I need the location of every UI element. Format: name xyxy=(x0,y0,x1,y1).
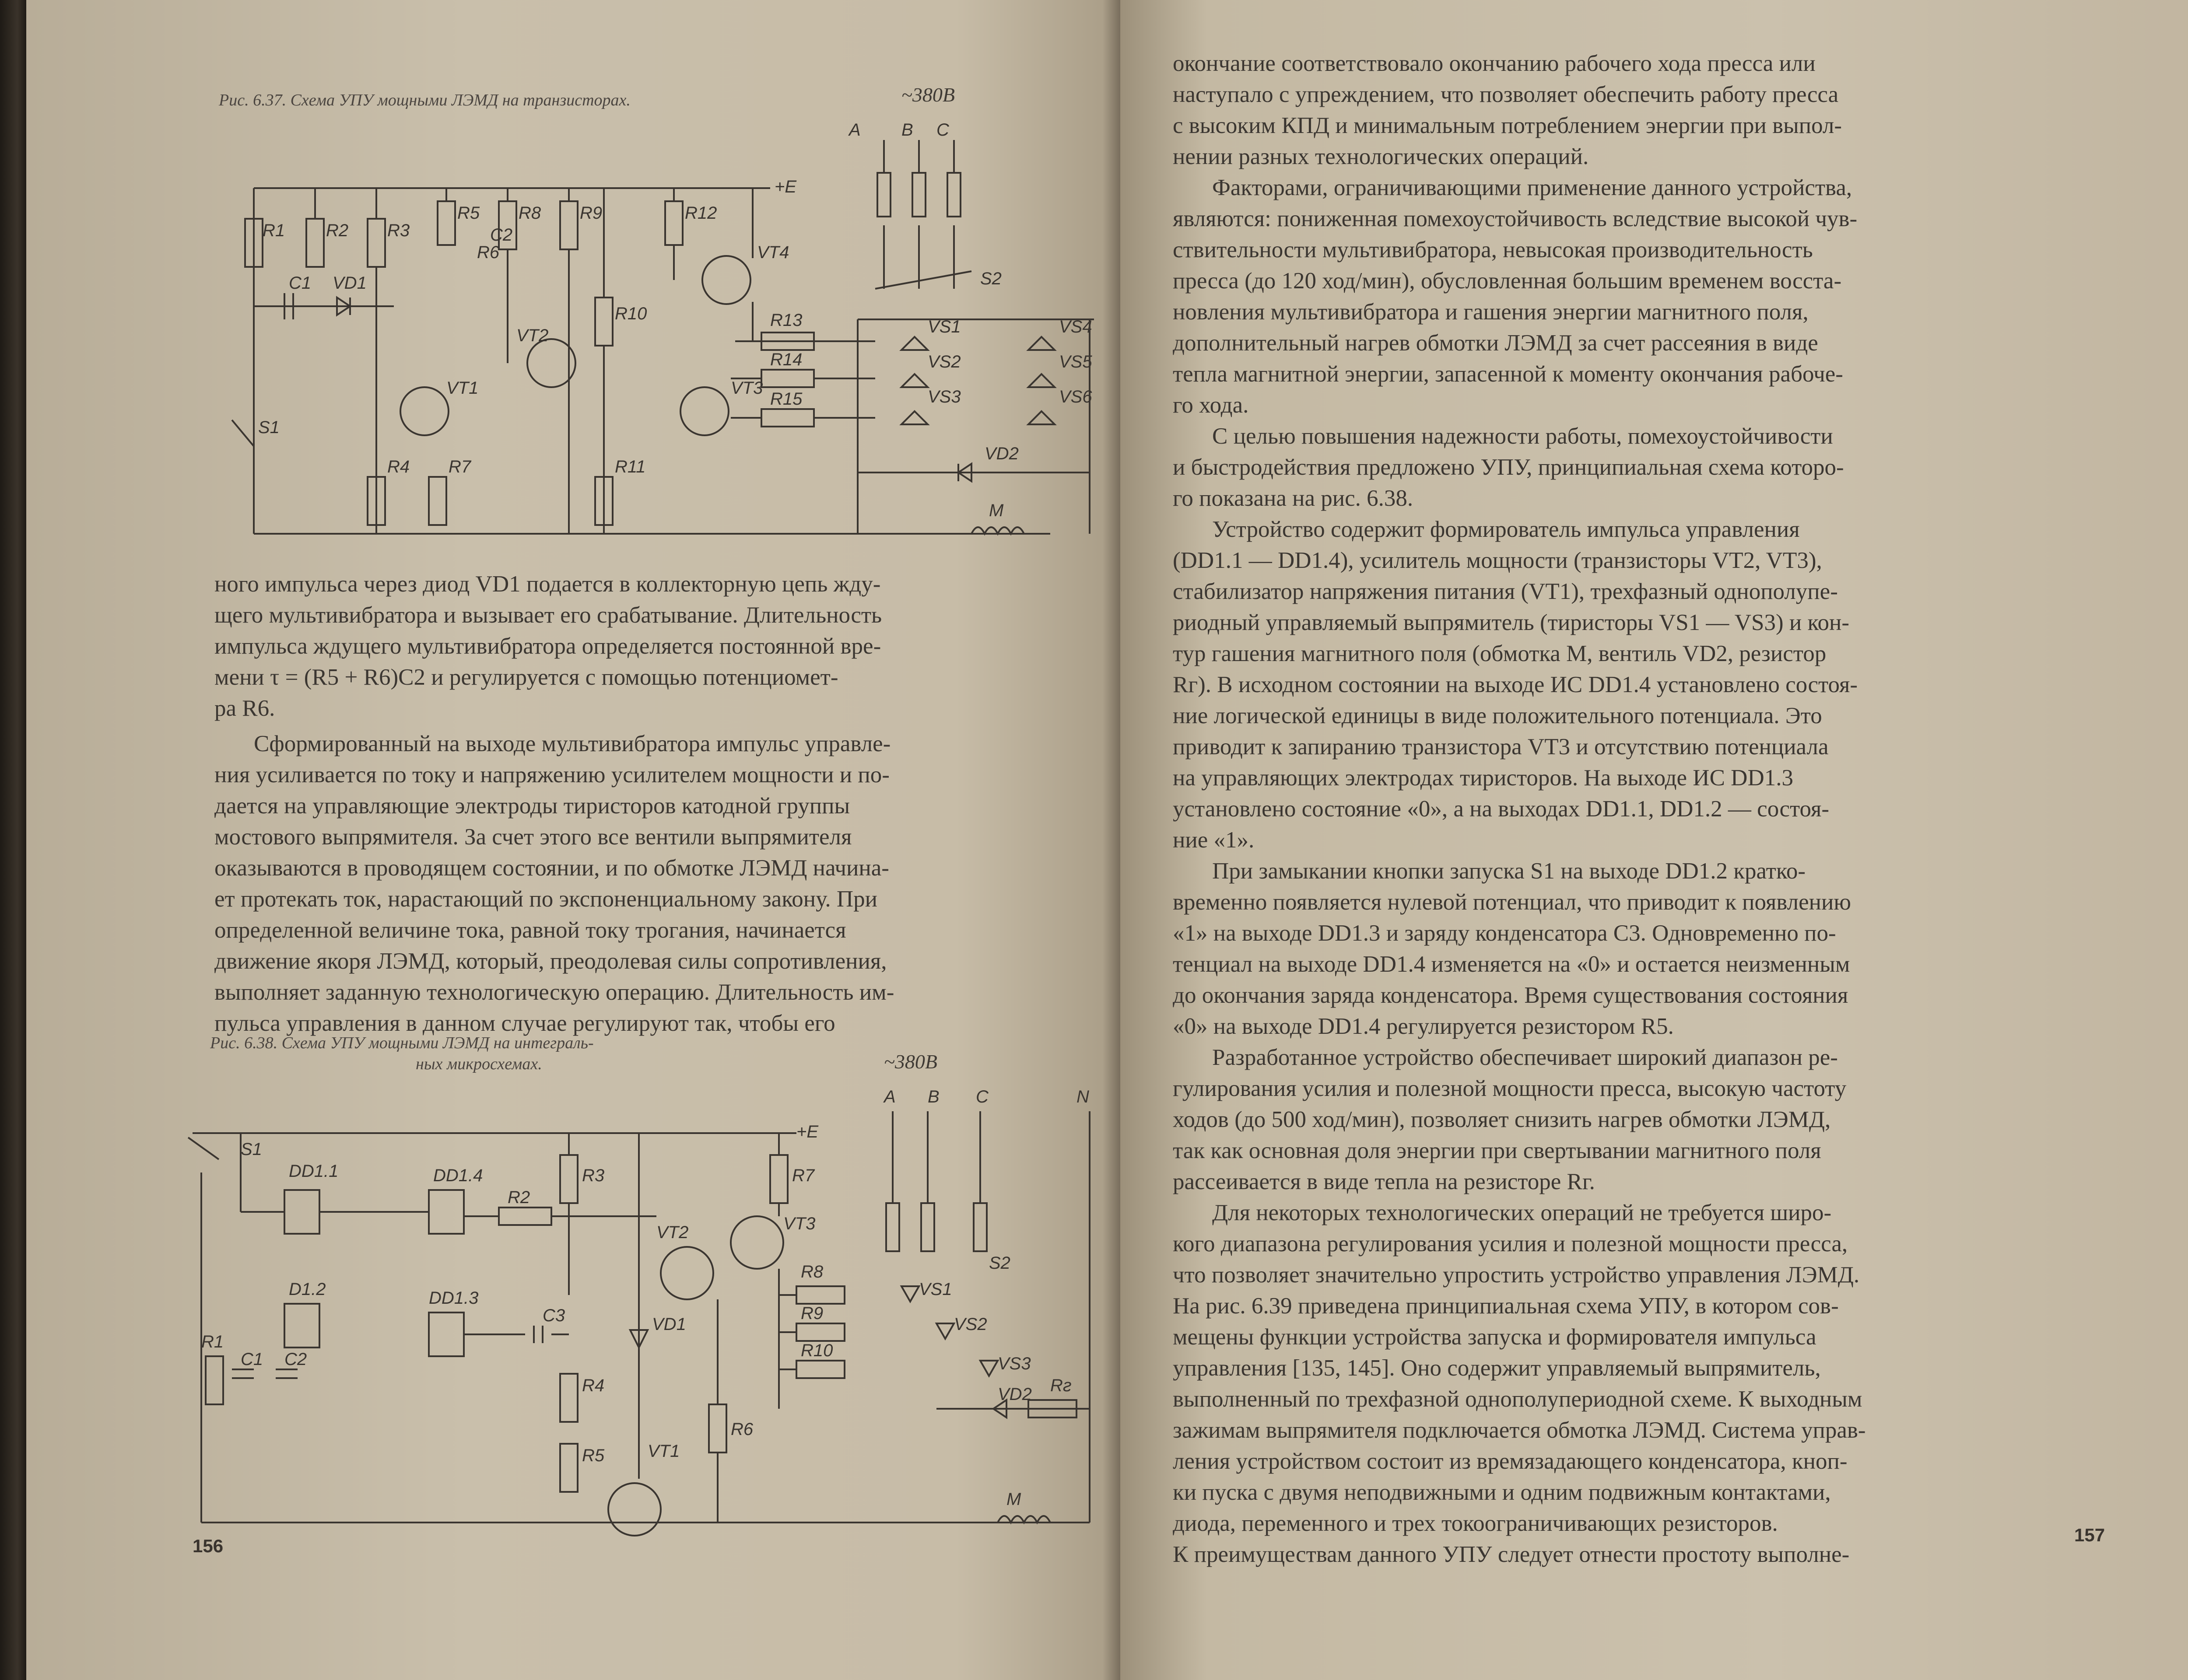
text-line: ет протекать ток, нарастающий по экспоненциальному закону. При xyxy=(214,886,877,912)
svg-text:R10: R10 xyxy=(801,1341,833,1360)
text-line: гулирования усилия и полезной мощности пресса, высокую частоту xyxy=(1173,1076,1847,1101)
caption-line: ных микросхемах. xyxy=(416,1055,542,1073)
text-line: «0» на выходе DD1.4 регулируется резистором R5. xyxy=(1173,1014,1674,1039)
text-line: управления [135, 145]. Оно содержит управляемый выпрямитель, xyxy=(1173,1355,1821,1381)
svg-text:R15: R15 xyxy=(770,389,803,409)
text-line: (DD1.1 — DD1.4), усилитель мощности (транзисторы VT2, VT3), xyxy=(1173,548,1822,573)
text-line: нении разных технологических операций. xyxy=(1173,144,1589,169)
svg-text:VD1: VD1 xyxy=(333,273,367,293)
svg-text:R14: R14 xyxy=(770,350,803,369)
text-line: диода, переменного и трех токоограничивающих резисторов. xyxy=(1173,1511,1778,1536)
figure-caption: Рис. 6.37. Схема УПУ мощными ЛЭМД на транзисторах. xyxy=(219,91,631,109)
svg-text:VD2: VD2 xyxy=(985,444,1019,463)
body-text-left-1 xyxy=(214,569,1116,724)
svg-text:R10: R10 xyxy=(615,304,647,323)
svg-text:N: N xyxy=(1076,1087,1089,1106)
svg-text:S2: S2 xyxy=(989,1253,1010,1273)
body-text-left-2 xyxy=(214,728,1116,1039)
text-line: «1» на выходе DD1.3 и заряду конденсатора C3. Одновременно по- xyxy=(1173,920,1836,946)
svg-text:B: B xyxy=(928,1087,940,1106)
svg-text:VS2: VS2 xyxy=(928,352,961,371)
text-line: кого диапазона регулирования усилия и полезной мощности пресса, xyxy=(1173,1231,1848,1256)
svg-text:R1: R1 xyxy=(201,1332,224,1351)
text-line: что позволяет значительно упростить устройство управления ЛЭМД. xyxy=(1173,1262,1860,1288)
text-line: дается на управляющие электроды тиристоров катодной группы xyxy=(214,793,850,819)
svg-text:R6: R6 xyxy=(477,243,500,262)
text-line: На рис. 6.39 приведена принципиальная схема УПУ, в котором сов- xyxy=(1173,1293,1839,1319)
text-line: новления мультивибратора и гашения энергии магнитного поля, xyxy=(1173,299,1809,325)
text-line: пульса управления в данном случае регулируют так, чтобы его xyxy=(214,1011,835,1036)
text-line: движение якоря ЛЭМД, который, преодолевая силы сопротивления, xyxy=(214,948,887,974)
svg-text:R7: R7 xyxy=(449,457,471,476)
svg-text:Rг: Rг xyxy=(1050,1376,1072,1395)
caption-line: Рис. 6.38. Схема УПУ мощными ЛЭМД на интеграль- xyxy=(210,1034,594,1052)
svg-text:S1: S1 xyxy=(258,418,280,437)
svg-text:R13: R13 xyxy=(770,311,803,330)
svg-text:S1: S1 xyxy=(241,1140,262,1159)
svg-text:C: C xyxy=(976,1087,989,1106)
text-line: приводит к запиранию транзистора VT3 и отсутствию потенциала xyxy=(1173,734,1829,760)
svg-text:D1.2: D1.2 xyxy=(289,1280,326,1299)
svg-text:DD1.4: DD1.4 xyxy=(433,1166,483,1185)
text-line: до окончания заряда конденсатора. Время существования состояния xyxy=(1173,983,1848,1008)
svg-text:R9: R9 xyxy=(580,203,603,223)
svg-text:R2: R2 xyxy=(326,221,349,240)
svg-text:VD1: VD1 xyxy=(652,1315,686,1334)
left-page xyxy=(26,0,1120,1680)
svg-text:VT4: VT4 xyxy=(757,243,789,262)
svg-text:R5: R5 xyxy=(582,1446,605,1465)
svg-text:VT1: VT1 xyxy=(446,378,479,398)
text-line: мещены функции устройства запуска и формирователя импульса xyxy=(1173,1324,1816,1350)
svg-text:VS4: VS4 xyxy=(1059,317,1092,336)
svg-text:R5: R5 xyxy=(457,203,480,223)
text-line: ления устройством состоит из времязадающего конденсатора, кноп- xyxy=(1173,1449,1848,1474)
svg-text:R12: R12 xyxy=(685,203,717,223)
text-line: наступало с упреждением, что позволяет обеспечить работу пресса xyxy=(1173,82,1839,107)
text-line: При замыкании кнопки запуска S1 на выходе DD1.2 кратко- xyxy=(1212,858,1806,884)
circuit-diagram-fig-6-37 xyxy=(219,114,1120,560)
text-line: выполняет заданную технологическую операцию. Длительность им- xyxy=(214,980,894,1005)
text-line: мостового выпрямителя. За счет этого все вентили выпрямителя xyxy=(214,824,852,850)
svg-text:M: M xyxy=(1006,1490,1021,1509)
text-line: ра R6. xyxy=(214,696,275,721)
text-line: окончание соответствовало окончанию рабочего хода пресса или xyxy=(1173,51,1816,76)
circuit-diagram-fig-6-38 xyxy=(175,1085,1120,1544)
svg-text:VS3: VS3 xyxy=(998,1354,1031,1373)
svg-text:C: C xyxy=(936,120,949,140)
text-line: Устройство содержит формирователь импульса управления xyxy=(1212,517,1800,542)
svg-text:+E: +E xyxy=(775,177,797,196)
text-line: установлено состояние «0», а на выходах DD1.1, DD1.2 — состоя- xyxy=(1173,796,1830,822)
svg-text:C2: C2 xyxy=(490,225,513,245)
figure-caption xyxy=(210,1032,866,1074)
text-line: Факторами, ограничивающими применение данного устройства, xyxy=(1212,175,1852,200)
svg-text:R2: R2 xyxy=(508,1188,530,1207)
voltage-label: ~380В xyxy=(884,1050,937,1073)
svg-text:R4: R4 xyxy=(387,457,410,476)
text-line: Для некоторых технологических операций не требуется широ- xyxy=(1212,1200,1832,1225)
text-line: С целью повышения надежности работы, помехоустойчивости xyxy=(1212,424,1833,449)
svg-text:C1: C1 xyxy=(241,1350,263,1369)
text-line: зажимам выпрямителя подключается обмотка ЛЭМД. Система управ- xyxy=(1173,1418,1866,1443)
text-line: тенциал на выходе DD1.4 изменяется на «0» и остается неизменным xyxy=(1173,952,1850,977)
text-line: стабилизатор напряжения питания (VT1), трехфазный однополупе- xyxy=(1173,579,1838,604)
body-text-right xyxy=(1173,48,2135,1570)
text-line: ние логической единицы в виде положительного потенциала. Это xyxy=(1173,703,1822,728)
text-line: ствительности мультивибратора, невысокая производительность xyxy=(1173,237,1813,262)
svg-text:VS1: VS1 xyxy=(919,1280,952,1299)
svg-text:A: A xyxy=(884,1087,896,1106)
text-line: Разработанное устройство обеспечивает широкий диапазон ре- xyxy=(1212,1045,1838,1070)
svg-text:DD1.3: DD1.3 xyxy=(429,1288,479,1308)
svg-text:R1: R1 xyxy=(263,221,285,240)
text-line: на управляющих электродах тиристоров. На выходе ИС DD1.3 xyxy=(1173,765,1793,791)
text-line: являются: пониженная помехоустойчивость вследствие высокой чув- xyxy=(1173,206,1858,231)
text-line: ния усиливается по току и напряжению усилителем мощности и по- xyxy=(214,762,890,788)
text-line: дополнительный нагрев обмотки ЛЭМД за счет рассеяния в виде xyxy=(1173,330,1818,356)
svg-text:VS3: VS3 xyxy=(928,387,961,406)
svg-text:R9: R9 xyxy=(801,1304,824,1323)
page-number: 156 xyxy=(193,1536,224,1556)
svg-text:VS5: VS5 xyxy=(1059,352,1092,371)
text-line: импульса ждущего мультивибратора определяется постоянной вре- xyxy=(214,634,881,659)
text-line: определенной величине тока, равной току трогания, начинается xyxy=(214,917,846,943)
text-line: щего мультивибратора и вызывает его срабатывание. Длительность xyxy=(214,602,882,628)
right-page xyxy=(1120,0,2188,1680)
voltage-label: ~380В xyxy=(901,84,955,106)
svg-text:VS2: VS2 xyxy=(954,1315,987,1334)
text-line: риодный управляемый выпрямитель (тиристоры VS1 — VS3) и кон- xyxy=(1173,610,1850,635)
text-line: ного импульса через диод VD1 подается в коллекторную цепь жду- xyxy=(214,571,881,597)
svg-text:R3: R3 xyxy=(387,221,410,240)
svg-text:+E: +E xyxy=(796,1122,819,1141)
svg-text:VT2: VT2 xyxy=(516,326,549,345)
text-line: ние «1». xyxy=(1173,827,1255,853)
page-number: 157 xyxy=(2074,1525,2105,1545)
svg-text:S2: S2 xyxy=(980,269,1002,288)
svg-text:B: B xyxy=(901,120,913,140)
svg-text:R7: R7 xyxy=(792,1166,815,1185)
svg-text:M: M xyxy=(989,501,1004,520)
svg-text:C3: C3 xyxy=(543,1306,565,1325)
text-line: оказываются в проводящем состоянии, и по обмотке ЛЭМД начина- xyxy=(214,855,889,881)
svg-text:C2: C2 xyxy=(284,1350,307,1369)
text-line: тепла магнитной энергии, запасенной к моменту окончания рабоче- xyxy=(1173,361,1843,387)
svg-text:VS6: VS6 xyxy=(1059,387,1092,406)
svg-text:VD2: VD2 xyxy=(998,1385,1032,1404)
svg-text:VS1: VS1 xyxy=(928,317,961,336)
text-line: временно появляется нулевой потенциал, что приводит к появлению xyxy=(1173,889,1851,915)
svg-text:R11: R11 xyxy=(615,457,646,476)
text-line: Rг). В исходном состоянии на выходе ИС DD1.4 установлено состоя- xyxy=(1173,672,1858,697)
text-line: с высоким КПД и минимальным потреблением энергии при выпол- xyxy=(1173,113,1842,138)
text-line: ходов (до 500 ход/мин), позволяет снизить нагрев обмотки ЛЭМД, xyxy=(1173,1107,1831,1132)
svg-text:R8: R8 xyxy=(801,1262,824,1281)
svg-text:VT3: VT3 xyxy=(783,1214,816,1233)
svg-text:A: A xyxy=(849,120,861,140)
svg-text:R6: R6 xyxy=(731,1420,754,1439)
text-line: выполненный по трехфазной однополупериодной схеме. К выходным xyxy=(1173,1386,1862,1412)
text-line: пресса (до 120 ход/мин), обусловленная большим временем восста- xyxy=(1173,268,1842,294)
text-line: и быстродействия предложено УПУ, принципиальная схема которо- xyxy=(1173,455,1844,480)
svg-text:R3: R3 xyxy=(582,1166,605,1185)
svg-text:R8: R8 xyxy=(519,203,541,223)
text-line: Сформированный на выходе мультивибратора импульс управле- xyxy=(254,731,891,756)
svg-text:R4: R4 xyxy=(582,1376,605,1395)
text-line: К преимуществам данного УПУ следует отнести простоту выполне- xyxy=(1173,1542,1850,1567)
text-line: ки пуска с двумя неподвижными и одним подвижным контактами, xyxy=(1173,1480,1831,1505)
text-line: тур гашения магнитного поля (обмотка M, вентиль VD2, резистор xyxy=(1173,641,1827,666)
text-line: го хода. xyxy=(1173,392,1249,418)
svg-text:DD1.1: DD1.1 xyxy=(289,1162,339,1181)
svg-text:VT2: VT2 xyxy=(656,1223,689,1242)
text-line: рассеивается в виде тепла на резисторе Rг. xyxy=(1173,1169,1595,1194)
svg-text:VT1: VT1 xyxy=(648,1442,680,1461)
text-line: го показана на рис. 6.38. xyxy=(1173,486,1413,511)
text-line: мени τ = (R5 + R6)C2 и регулируется с помощью потенциомет- xyxy=(214,665,838,690)
text-line: так как основная доля энергии при свертывании магнитного поля xyxy=(1173,1138,1821,1163)
svg-text:C1: C1 xyxy=(289,273,312,293)
svg-text:VT3: VT3 xyxy=(731,378,763,398)
